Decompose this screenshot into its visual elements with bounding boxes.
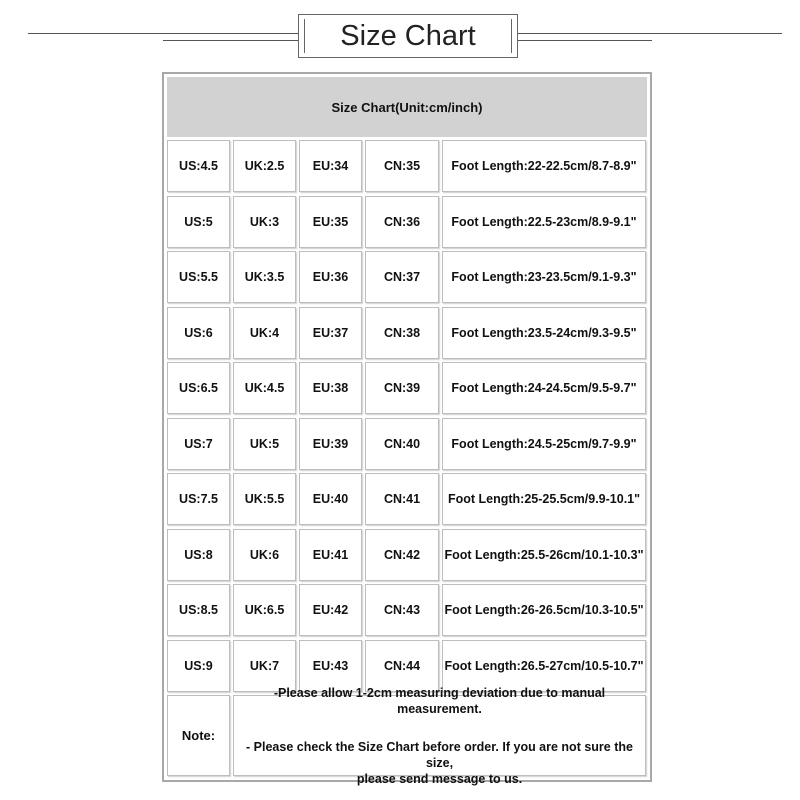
- title-rule-left-short: [163, 40, 298, 41]
- cn-size-cell: CN:44: [365, 640, 439, 692]
- cn-size-cell: CN:42: [365, 529, 439, 581]
- foot-length-cell: Foot Length:26.5-27cm/10.5-10.7": [442, 640, 646, 692]
- uk-size-cell: UK:6.5: [233, 584, 296, 636]
- note-line2: - Please check the Size Chart before order. If you are not sure the size,: [246, 739, 633, 770]
- cn-size-cell: CN:41: [365, 473, 439, 525]
- us-size-cell: US:8: [167, 529, 230, 581]
- foot-length-cell: Foot Length:23.5-24cm/9.3-9.5": [442, 307, 646, 359]
- foot-length-cell: Foot Length:22-22.5cm/8.7-8.9": [442, 140, 646, 192]
- cn-size-cell: CN:38: [365, 307, 439, 359]
- eu-size-cell: EU:43: [299, 640, 362, 692]
- uk-size-cell: UK:3: [233, 196, 296, 248]
- foot-length-cell: Foot Length:23-23.5cm/9.1-9.3": [442, 251, 646, 303]
- page-title: Size Chart: [340, 19, 476, 52]
- eu-size-cell: EU:37: [299, 307, 362, 359]
- foot-length-cell: Foot Length:22.5-23cm/8.9-9.1": [442, 196, 646, 248]
- uk-size-cell: UK:5: [233, 418, 296, 470]
- note-line3: please send message to us.: [356, 771, 523, 786]
- title-banner: [298, 14, 518, 58]
- note-label: Note:: [167, 695, 230, 776]
- cn-size-cell: CN:39: [365, 362, 439, 414]
- cn-size-cell: CN:37: [365, 251, 439, 303]
- us-size-cell: US:7.5: [167, 473, 230, 525]
- eu-size-cell: EU:38: [299, 362, 362, 414]
- cn-size-cell: CN:40: [365, 418, 439, 470]
- title-rule-right-short: [518, 40, 652, 41]
- foot-length-cell: Foot Length:26-26.5cm/10.3-10.5": [442, 584, 646, 636]
- uk-size-cell: UK:2.5: [233, 140, 296, 192]
- note-line1: -Please allow 1-2cm measuring deviation due to manual measurement.: [273, 685, 606, 716]
- uk-size-cell: UK:3.5: [233, 251, 296, 303]
- uk-size-cell: UK:5.5: [233, 473, 296, 525]
- us-size-cell: US:4.5: [167, 140, 230, 192]
- eu-size-cell: EU:39: [299, 418, 362, 470]
- uk-size-cell: UK:4.5: [233, 362, 296, 414]
- foot-length-cell: Foot Length:25-25.5cm/9.9-10.1": [442, 473, 646, 525]
- cn-size-cell: CN:36: [365, 196, 439, 248]
- us-size-cell: US:5: [167, 196, 230, 248]
- eu-size-cell: EU:41: [299, 529, 362, 581]
- us-size-cell: US:6: [167, 307, 230, 359]
- us-size-cell: US:7: [167, 418, 230, 470]
- eu-size-cell: EU:42: [299, 584, 362, 636]
- eu-size-cell: EU:36: [299, 251, 362, 303]
- us-size-cell: US:9: [167, 640, 230, 692]
- eu-size-cell: EU:40: [299, 473, 362, 525]
- us-size-cell: US:8.5: [167, 584, 230, 636]
- eu-size-cell: EU:34: [299, 140, 362, 192]
- title-rule-left-long: [28, 33, 298, 34]
- title-rule-right-long: [518, 33, 782, 34]
- note-text: [233, 685, 646, 786]
- foot-length-cell: Foot Length:24.5-25cm/9.7-9.9": [442, 418, 646, 470]
- table-header: Size Chart(Unit:cm/inch): [167, 77, 647, 137]
- cn-size-cell: CN:43: [365, 584, 439, 636]
- uk-size-cell: UK:6: [233, 529, 296, 581]
- foot-length-cell: Foot Length:24-24.5cm/9.5-9.7": [442, 362, 646, 414]
- us-size-cell: US:6.5: [167, 362, 230, 414]
- cn-size-cell: CN:35: [365, 140, 439, 192]
- eu-size-cell: EU:35: [299, 196, 362, 248]
- size-chart-table: [162, 72, 652, 786]
- uk-size-cell: UK:4: [233, 307, 296, 359]
- foot-length-cell: Foot Length:25.5-26cm/10.1-10.3": [442, 529, 646, 581]
- uk-size-cell: UK:7: [233, 640, 296, 692]
- us-size-cell: US:5.5: [167, 251, 230, 303]
